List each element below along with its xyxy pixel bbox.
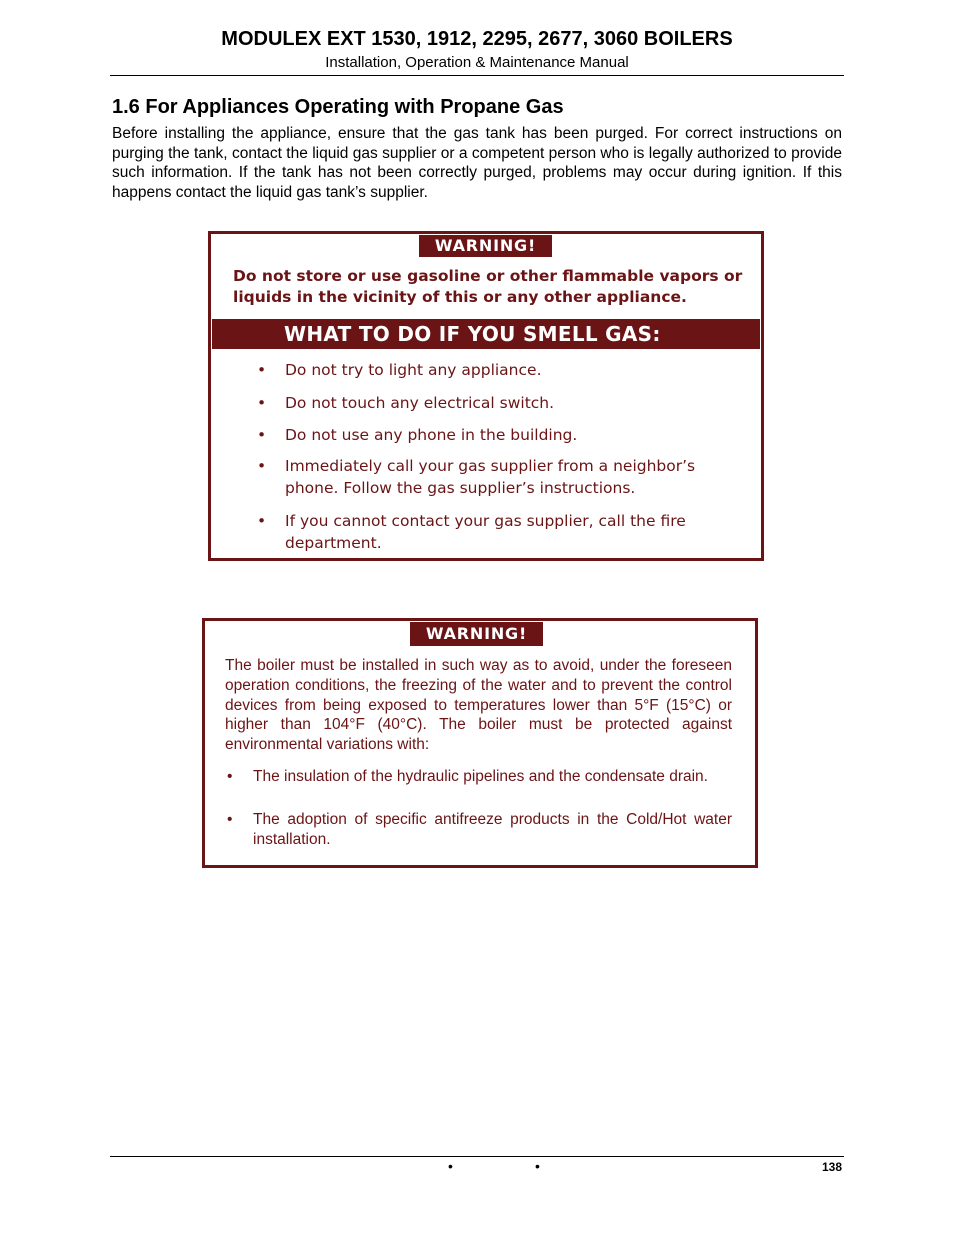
gas-warning-box	[208, 231, 764, 561]
list-item-text: Do not touch any electrical switch.	[285, 394, 555, 412]
list-item	[257, 360, 725, 382]
list-item	[257, 456, 725, 499]
freezing-warning-box	[202, 618, 758, 868]
list-item	[257, 393, 725, 415]
list-item-text: The insulation of the hydraulic pipelines and the condensate drain.	[253, 768, 708, 785]
bullet-icon: •	[257, 512, 267, 530]
section-intro-paragraph: Before installing the appliance, ensure that the gas tank has been purged. For correct instructions on purging the tank, contact the liquid gas supplier or a competent person who is legally authorized to provide such information. If the tank has not been correctly purged, problems may occur during ignition. If this happens contact the liquid gas tank’s supplier.	[112, 125, 842, 201]
bullet-icon: •	[257, 457, 267, 475]
list-item-text: If you cannot contact your gas supplier, call the fire department.	[285, 512, 686, 552]
page-number: 138	[821, 1160, 842, 1174]
list-item-text: Immediately call your gas supplier from a neighbor’s phone. Follow the gas supplier’s instructions.	[285, 457, 696, 497]
list-item-text: The adoption of specific antifreeze products in the Cold/Hot water installation.	[253, 811, 732, 848]
list-item	[257, 425, 725, 447]
footer-bullet: •	[448, 1158, 453, 1174]
footer-bullet: •	[535, 1158, 540, 1174]
smell-gas-heading: WHAT TO DO IF YOU SMELL GAS:	[212, 319, 760, 349]
warning-label: WARNING!	[419, 235, 552, 257]
freezing-warning-text: The boiler must be installed in such way as to avoid, under the foreseen operation conditions, the freezing of the water and to prevent the control devices from being exposed to temperatures lower than 5°F (15°C) or higher than 104°F (40°C). The boiler must be protected against environmental variations with:	[225, 657, 732, 754]
list-item	[227, 767, 732, 787]
bullet-icon: •	[227, 811, 233, 828]
list-item-text: Do not try to light any appliance.	[285, 361, 542, 379]
warning-label: WARNING!	[410, 622, 543, 646]
bullet-icon: •	[257, 426, 267, 444]
list-item-text: Do not use any phone in the building.	[285, 426, 578, 444]
header-divider	[110, 75, 844, 76]
flammable-warning-text: Do not store or use gasoline or other flammable vapors or liquids in the vicinity of this or any other appliance.	[233, 267, 743, 306]
document-subtitle: Installation, Operation & Maintenance Manual	[325, 54, 629, 71]
list-item	[257, 511, 725, 554]
document-title: MODULEX EXT 1530, 1912, 2295, 2677, 3060 BOILERS	[221, 28, 733, 50]
list-item	[227, 810, 732, 850]
section-heading: 1.6 For Appliances Operating with Propane Gas	[112, 96, 564, 118]
bullet-icon: •	[257, 394, 267, 412]
bullet-icon: •	[257, 361, 267, 379]
footer-divider	[110, 1156, 844, 1157]
bullet-icon: •	[227, 768, 233, 785]
